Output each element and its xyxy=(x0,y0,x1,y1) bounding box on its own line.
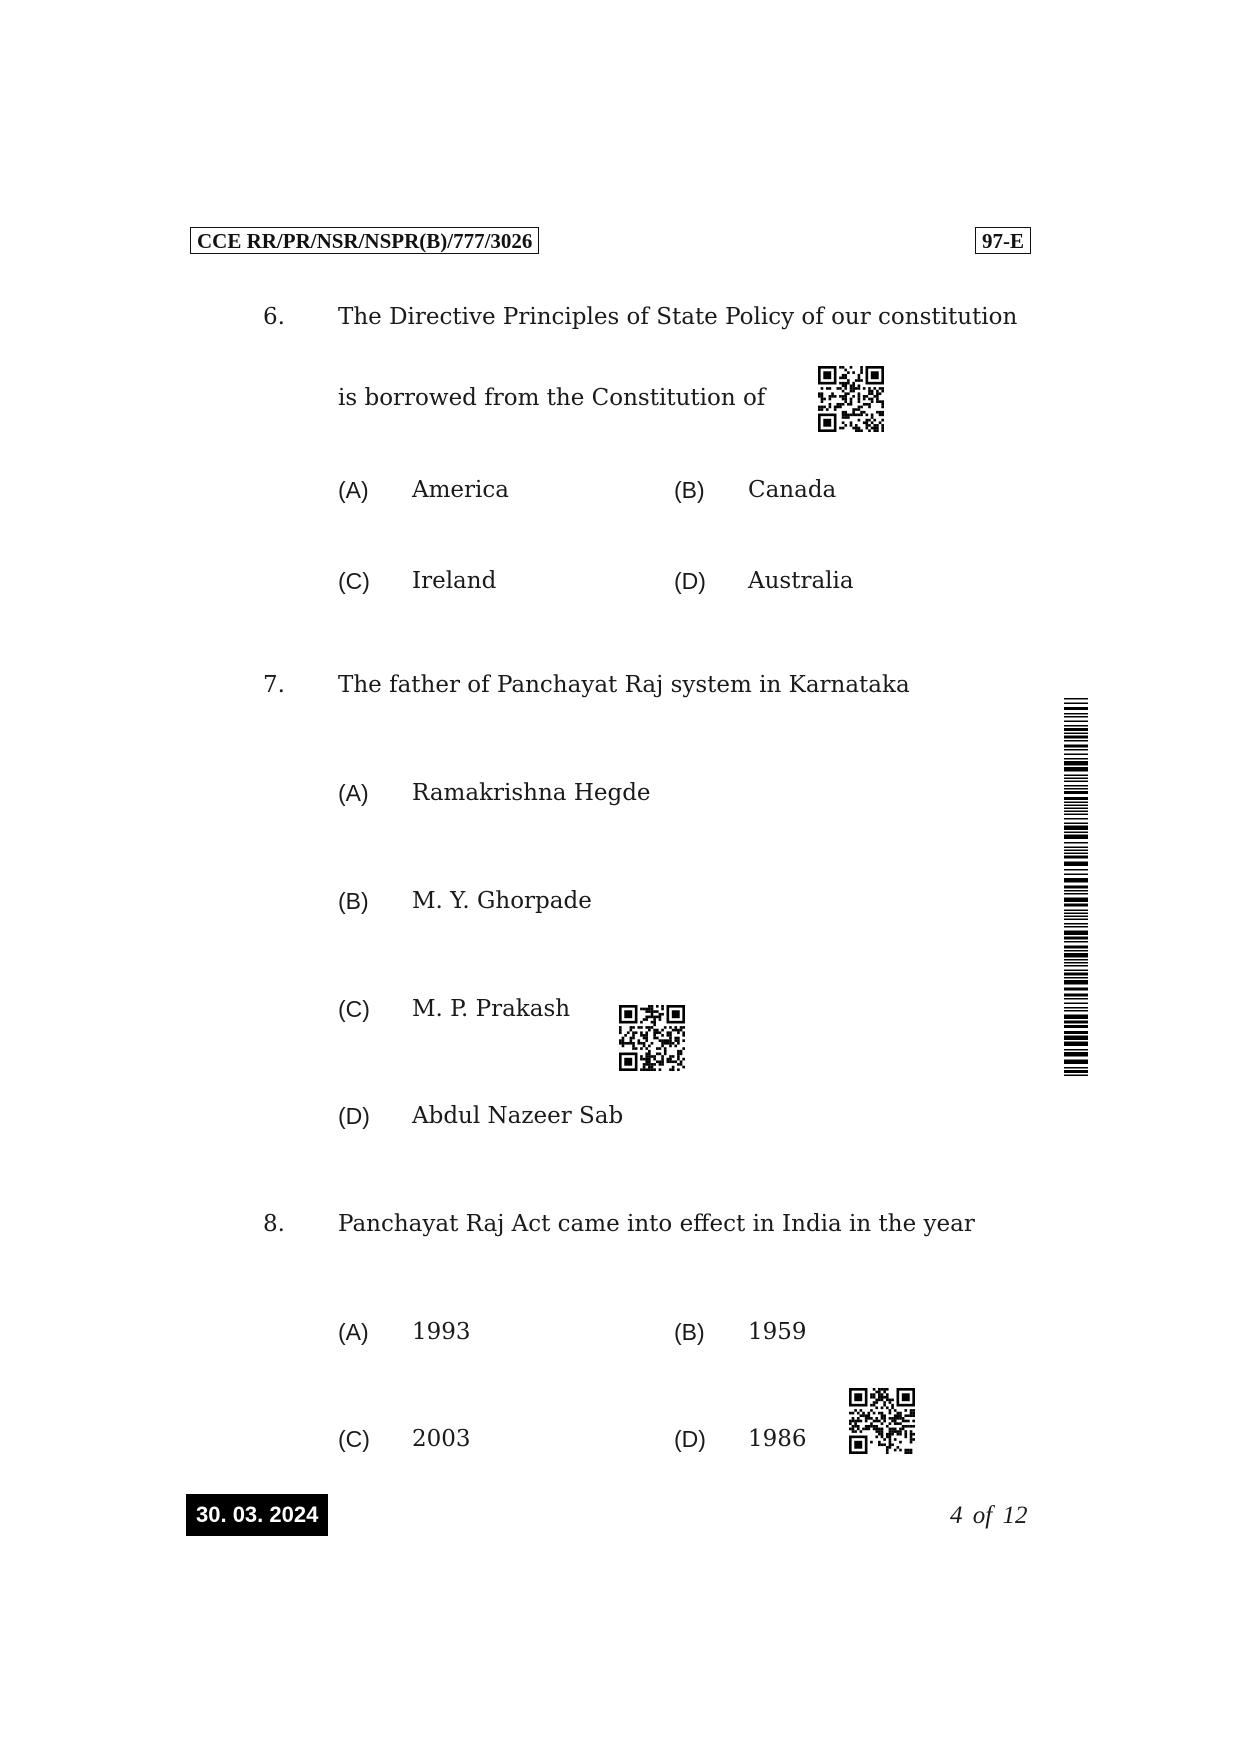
option-letter: (A) xyxy=(338,477,369,503)
option-text: 1986 xyxy=(748,1426,807,1452)
option-text: Ireland xyxy=(412,568,497,594)
question-text: The father of Panchayat Raj system in Karnataka xyxy=(338,672,910,698)
option-letter: (B) xyxy=(674,1319,705,1345)
question-text: is borrowed from the Constitution of xyxy=(338,385,766,411)
question-number: 6. xyxy=(263,304,285,330)
question-text: The Directive Principles of State Policy of our constitution xyxy=(338,304,1018,330)
question-text: Panchayat Raj Act came into effect in India in the year xyxy=(338,1211,975,1237)
option-text: America xyxy=(412,477,509,503)
option-text: M. P. Prakash xyxy=(412,996,571,1022)
option-text: 2003 xyxy=(412,1426,471,1452)
option-letter: (A) xyxy=(338,1319,369,1345)
qr-code-icon xyxy=(818,366,884,432)
option-letter: (B) xyxy=(338,888,369,914)
option-text: 1993 xyxy=(412,1319,471,1345)
qr-code-icon xyxy=(619,1005,685,1071)
barcode-icon xyxy=(1064,698,1088,1076)
page-number: 4 of 12 xyxy=(950,1502,1028,1529)
option-letter: (A) xyxy=(338,780,369,806)
option-text: M. Y. Ghorpade xyxy=(412,888,592,914)
qr-code-icon xyxy=(849,1388,915,1454)
question-number: 8. xyxy=(263,1211,285,1237)
option-letter: (C) xyxy=(338,1426,370,1452)
option-letter: (C) xyxy=(338,568,370,594)
question-number: 7. xyxy=(263,672,285,698)
exam-code: CCE RR/PR/NSR/NSPR(B)/777/3026 xyxy=(190,227,539,254)
paper-id: 97-E xyxy=(975,227,1031,254)
option-text: Abdul Nazeer Sab xyxy=(412,1103,624,1129)
option-letter: (C) xyxy=(338,996,370,1022)
option-letter: (D) xyxy=(674,1426,706,1452)
exam-date-badge: 30. 03. 2024 xyxy=(186,1494,328,1536)
option-text: Canada xyxy=(748,477,837,503)
option-letter: (B) xyxy=(674,477,705,503)
option-text: Australia xyxy=(748,568,854,594)
option-text: 1959 xyxy=(748,1319,807,1345)
option-letter: (D) xyxy=(338,1103,370,1129)
option-text: Ramakrishna Hegde xyxy=(412,780,651,806)
option-letter: (D) xyxy=(674,568,706,594)
